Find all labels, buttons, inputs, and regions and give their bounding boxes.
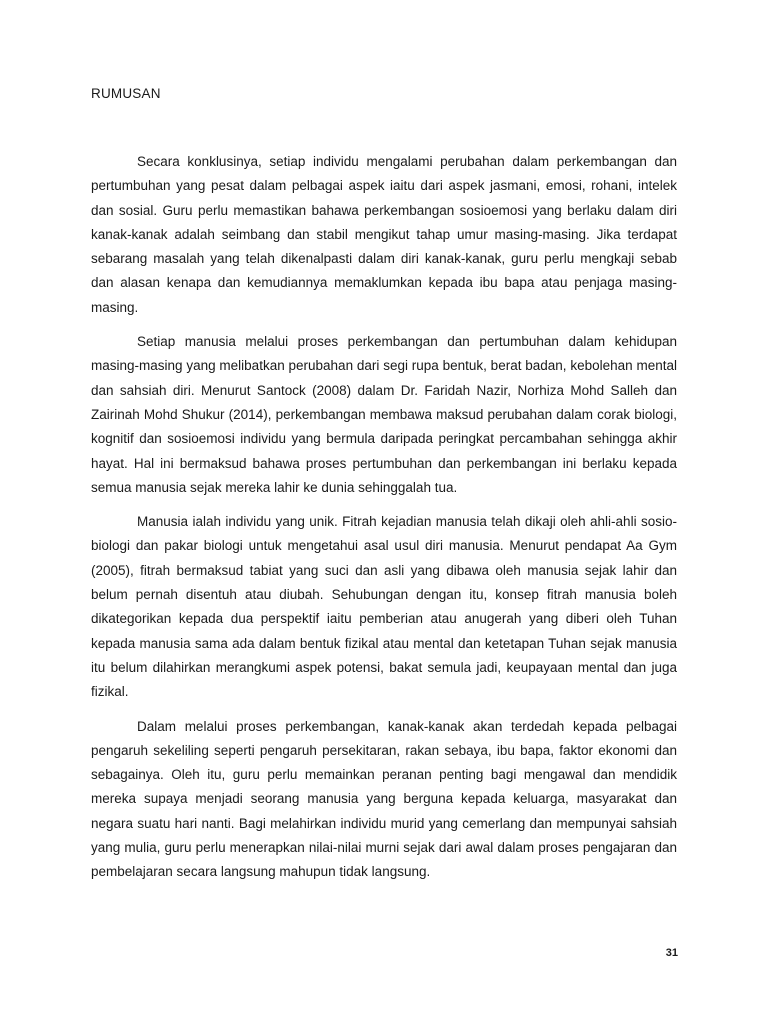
section-heading: RUMUSAN	[91, 86, 161, 101]
paragraph: Setiap manusia melalui proses perkembangan dan pertumbuhan dalam kehidupan masing-masing yang melibatkan perubahan dari segi rupa bentuk, berat badan, kebolehan mental dan sahsiah diri. Menurut Santock (2008) dalam Dr. Faridah Nazir, Norhiza Mohd Salleh dan Zairinah Mohd Shukur (2014), perkembangan membawa maksud perubahan dalam corak biologi, kognitif dan sosioemosi individu yang bermula daripada peringkat percambahan sehingga akhir hayat. Hal ini bermaksud bahawa proses pertumbuhan dan perkembangan ini berlaku kepada semua manusia sejak mereka lahir ke dunia sehinggalah tua.	[91, 334, 677, 495]
body-text	[91, 150, 677, 895]
paragraph: Manusia ialah individu yang unik. Fitrah kejadian manusia telah dikaji oleh ahli-ahli sosio-biologi dan pakar biologi untuk mengetahui asal usul diri manusia. Menurut pendapat Aa Gym (2005), fitrah bermaksud tabiat yang suci dan asli yang dibawa oleh manusia sejak lahir dan belum pernah disentuh atau diubah. Sehubungan dengan itu, konsep fitrah manusia boleh dikategorikan kepada dua perspektif iaitu pemberian atau anugerah yang diberi oleh Tuhan kepada manusia sama ada dalam bentuk fizikal atau mental dan ketetapan Tuhan sejak manusia itu belum dilahirkan merangkumi aspek potensi, bakat semula jadi, keupayaan mental dan juga fizikal.	[91, 514, 677, 700]
page-number: 31	[665, 947, 678, 959]
paragraph: Dalam melalui proses perkembangan, kanak-kanak akan terdedah kepada pelbagai pengaruh sekeliling seperti pengaruh persekitaran, rakan sebaya, ibu bapa, faktor ekonomi dan sebagainya. Oleh itu, guru perlu memainkan peranan penting bagi mengawal dan mendidik mereka supaya menjadi seorang manusia yang berguna kepada keluarga, masyarakat dan negara suatu hari nanti. Bagi melahirkan individu murid yang cemerlang dan mempunyai sahsiah yang mulia, guru perlu menerapkan nilai-nilai murni sejak dari awal dalam proses pengajaran dan pembelajaran secara langsung mahupun tidak langsung.	[91, 718, 677, 880]
paragraph: Secara konklusinya, setiap individu mengalami perubahan dalam perkembangan dan pertumbuhan yang pesat dalam pelbagai aspek iaitu dari aspek jasmani, emosi, rohani, intelek dan sosial. Guru perlu memastikan bahawa perkembangan sosioemosi yang berlaku dalam diri kanak-kanak adalah seimbang dan stabil mengikut tahap umur masing-masing. Jika terdapat sebarang masalah yang telah dikenalpasti dalam diri kanak-kanak, guru perlu mengkaji sebab dan alasan kenapa dan kemudiannya memaklumkan kepada ibu bapa atau penjaga masing-masing.	[91, 154, 677, 315]
